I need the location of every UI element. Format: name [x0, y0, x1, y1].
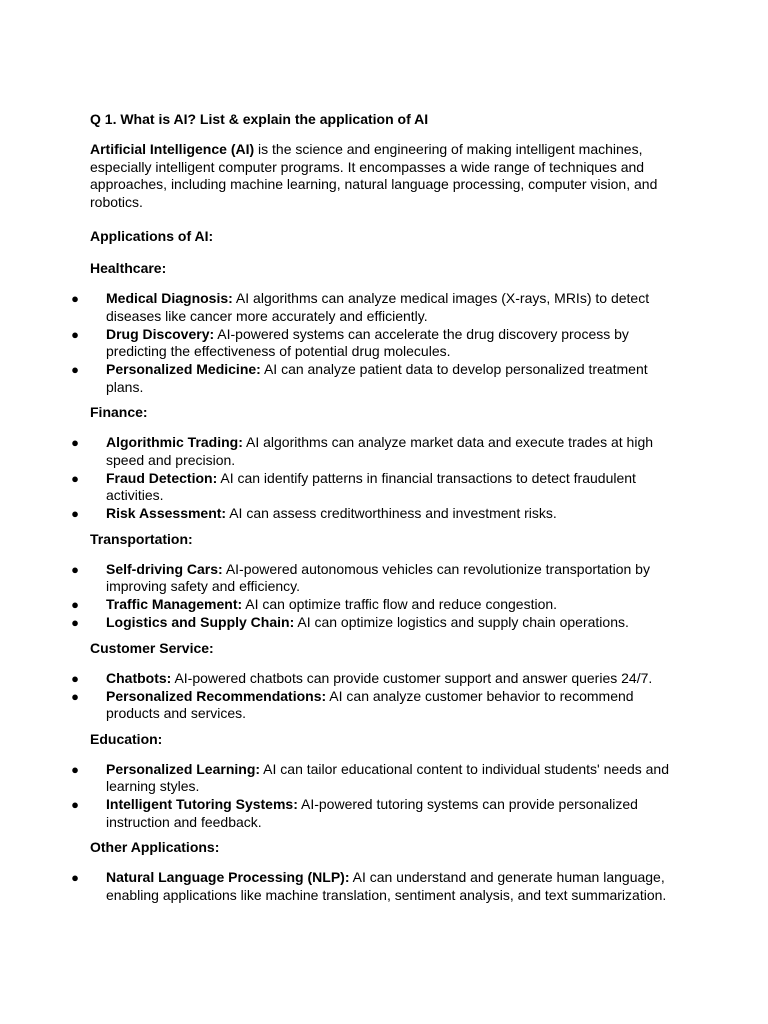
list-item [68, 434, 670, 469]
bullet-icon: ● [71, 870, 79, 885]
item-term: Logistics and Supply Chain: [106, 614, 295, 630]
bullet-icon: ● [71, 291, 79, 306]
item-description: AI can understand and generate human language, enabling applications like machine translation, sentiment analysis, and text summarization. [106, 869, 667, 903]
list-item [68, 688, 670, 723]
section-heading: Finance: [90, 404, 148, 420]
item-description: AI can tailor educational content to individual students' needs and learning styles. [106, 760, 669, 794]
question-title: Q 1. What is AI? List & explain the application of AI [90, 111, 429, 127]
intro-term: Artificial Intelligence (AI) [90, 141, 255, 157]
item-term: Intelligent Tutoring Systems: [106, 796, 298, 812]
item-description: AI-powered autonomous vehicles can revolutionize transportation by improving safety and efficiency. [106, 560, 650, 594]
item-description: AI can analyze customer behavior to recommend products and services. [106, 687, 634, 721]
item-term: Personalized Medicine: [106, 361, 261, 377]
item-description: AI can optimize logistics and supply chain operations. [294, 614, 629, 630]
bullet-icon: ● [71, 435, 79, 450]
bullet-list [68, 434, 670, 523]
bullet-icon: ● [71, 326, 79, 342]
applications-sections [71, 258, 670, 904]
document-page [71, 109, 670, 910]
list-item [68, 670, 670, 688]
list-item [68, 561, 670, 596]
item-description: AI algorithms can analyze medical images (X-rays, MRIs) to detect diseases like cancer more accurately and efficiently. [106, 290, 650, 324]
item-term: Drug Discovery: [106, 325, 215, 342]
item-description: AI algorithms can analyze market data and execute trades at high speed and precision. [106, 434, 654, 468]
bullet-list [68, 869, 670, 904]
list-item [68, 290, 670, 325]
bullet-icon: ● [71, 470, 79, 486]
item-term: Self-driving Cars: [106, 560, 223, 577]
item-term: Medical Diagnosis: [106, 290, 233, 306]
item-description: AI can analyze patient data to develop personalized treatment plans. [106, 361, 648, 395]
item-description: AI-powered chatbots can provide customer support and answer queries 24/7. [171, 669, 653, 686]
section-heading: Other Applications: [90, 839, 220, 855]
item-term: Risk Assessment: [106, 505, 227, 521]
list-item [68, 761, 670, 796]
list-item [68, 596, 670, 614]
item-description: AI-powered tutoring systems can provide personalized instruction and feedback. [106, 796, 638, 830]
item-description: AI can optimize traffic flow and reduce congestion. [242, 596, 558, 612]
intro-text: is the science and engineering of making intelligent machines, especially intelligent computer programs. It encompasses a wide range of techniques and approaches, including machine learning, natural language processing, computer vision, and robotics. [90, 141, 658, 210]
bullet-icon: ● [71, 561, 79, 577]
list-item [68, 796, 670, 831]
list-item [68, 361, 670, 396]
bullet-icon: ● [71, 761, 79, 777]
bullet-list [68, 670, 670, 723]
bullet-icon: ● [71, 688, 79, 704]
bullet-list [68, 290, 670, 396]
item-term: Algorithmic Trading: [106, 434, 243, 450]
section-heading: Transportation: [90, 530, 193, 547]
list-item [68, 470, 670, 505]
item-term: Chatbots: [106, 669, 172, 686]
list-item [68, 326, 670, 361]
item-description: AI can assess creditworthiness and investment risks. [226, 505, 557, 521]
item-term: Personalized Learning: [106, 760, 261, 777]
bullet-icon: ● [71, 615, 79, 630]
intro-paragraph [90, 141, 670, 211]
bullet-list [68, 561, 670, 632]
section-heading: Healthcare: [90, 260, 167, 276]
item-term: Traffic Management: [106, 596, 243, 612]
item-description: AI can identify patterns in financial transactions to detect fraudulent activities. [106, 469, 636, 503]
bullet-icon: ● [71, 797, 79, 812]
bullet-icon: ● [71, 670, 79, 686]
item-description: AI-powered systems can accelerate the drug discovery process by predicting the effectiveness of potential drug molecules. [106, 325, 629, 359]
section-heading: Customer Service: [90, 639, 214, 656]
bullet-list [68, 761, 670, 832]
item-term: Natural Language Processing (NLP): [106, 869, 350, 885]
bullet-icon: ● [71, 362, 79, 377]
list-item [68, 869, 670, 904]
list-item [68, 614, 670, 632]
applications-heading: Applications of AI: [90, 228, 214, 244]
item-term: Personalized Recommendations: [106, 687, 327, 704]
item-term: Fraud Detection: [106, 469, 218, 486]
bullet-icon: ● [71, 506, 79, 521]
section-heading: Education: [90, 730, 163, 747]
list-item [68, 505, 670, 523]
bullet-icon: ● [71, 597, 79, 612]
